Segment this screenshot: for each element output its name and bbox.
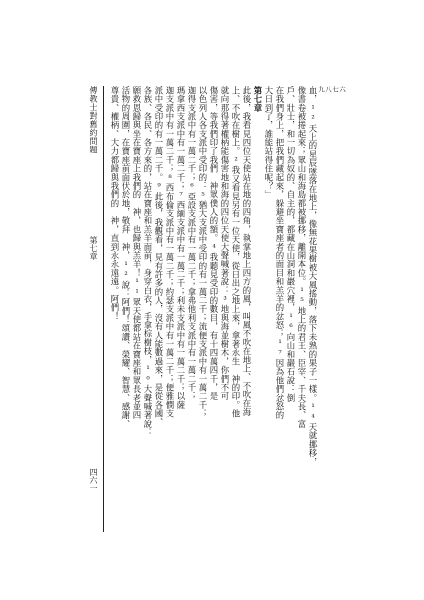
text-column: 願救恩歸與坐在寶座上我們的 神，也歸與羔羊！¹¹眾天使都站在寶座和眾長老並四 [132, 86, 142, 420]
text-column: 派中受印的有一萬二千。⁹此後，我觀看，見有許多的人，沒有人能數過來，是從各國、 [154, 86, 164, 427]
verse-number-strip [317, 86, 351, 106]
chapter-heading: 第七章 [253, 86, 263, 113]
running-head-title: 傳教士對舊約問題 [89, 86, 98, 154]
body-text [109, 86, 318, 532]
book-page [85, 86, 351, 532]
text-column: 就向那得著權柄能傷害地和海的四位天使大聲喊著說：³地與海並樹木，你們不可 [220, 86, 230, 401]
side-note: 六 [338, 86, 346, 93]
side-note: 八 [324, 86, 332, 93]
text-column: 戶、壯士，和一切為奴的、自主的，都藏在山洞和巖穴裡，¹⁶向山和巖石說：倒 [286, 86, 296, 403]
text-column: 此後，我看見四位天使站在地的四角，執掌地上四方的風，叫風不吹在地上、不吹在海 [242, 86, 252, 417]
page-number: 四六一 [89, 468, 98, 492]
side-note: 七 [331, 86, 339, 93]
text-column: 血，¹²天上的星辰墜落在地上，像無花果樹被大風搖動，落下未熟的果子一樣。¹⁴天就挪移， [308, 86, 318, 467]
text-column: 以色列人各支派中受印的：⁵猶大支派中受印的有一萬二千；流便支派中有一萬二千； [198, 86, 208, 418]
text-column: 傷害，等我們印了我們 神眾僕人的額。⁴我聽見受印的數目，有十四萬四千，是 [209, 86, 219, 401]
text-column: 上、不吹在樹上。²我又看見另有一位天使，從日出之地上來，拿著永生 神的印。他 [231, 86, 241, 418]
text-column: 各族、各民、各方來的，站在寶座和羔羊面前，身穿白衣，手拿棕樹枝，¹⁰大聲喊著說： [143, 86, 153, 437]
text-column: 尊貴、權柄、大力都歸與我們的 神，直到永永遠遠。阿們！ [110, 86, 120, 321]
side-note: 九 [317, 86, 325, 93]
header-divider [103, 86, 104, 532]
text-column: 瑪拿西支派中有一萬二千；⁷西緬支派中有一萬二千；利未支派中有一萬二千；以薩 [176, 86, 186, 410]
text-column: 大日到了，誰能站得住呢？」 [264, 86, 274, 199]
text-column: 像書卷被捲起來；眾山和海島都被挪移，離開本位。¹⁵地上的君王、臣宰、千夫長、富 [297, 86, 307, 429]
text-column: 在我們身上，把我們藏起來，躲避坐寶座者的面目和羔羊的忿怒；¹⁷因為他們忿怒的 [275, 86, 285, 420]
running-head-chapter: 第七章 [89, 236, 98, 260]
text-column: 迦得支派中有一萬二千；⁶亞設支派中有一萬二千；拿弗他利支派中有一萬二千； [187, 86, 197, 401]
text-column: 活物的周圍，在寶座前面伏於地，敬拜 神，¹²說：阿們！頌讚、榮耀、智慧、感謝、 [121, 86, 131, 429]
text-column: 迦支派中有一萬二千；⁸西布倫支派中有一萬二千；約瑟支派中有一萬二千；便雅憫支 [165, 86, 175, 418]
